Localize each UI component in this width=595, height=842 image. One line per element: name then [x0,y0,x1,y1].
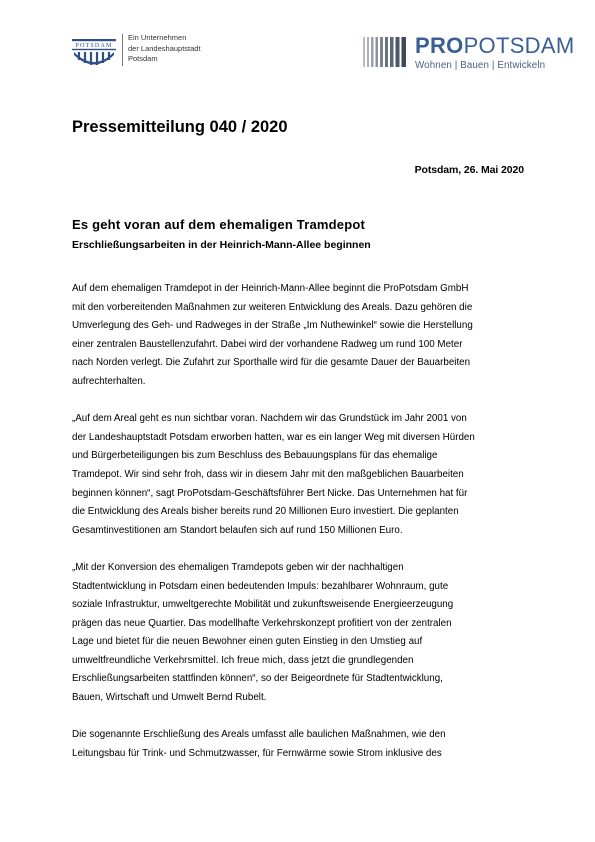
org-line: Ein Unternehmen [128,33,187,42]
potsdam-logo-text: POTSDAM [75,43,113,50]
text-line: Lage und bietet für die neuen Bewohner einen guten Einstieg in den Umstieg auf [72,636,423,648]
text-line: Bauen, Wirtschaft und Umwelt Bernd Rubelt. [72,692,267,704]
brand-wordmark [415,34,574,58]
text-line: beginnen können“, sagt ProPotsdam-Geschäftsführer Bert Nicke. Das Unternehmen hat für [72,487,468,499]
text-line: der Landeshauptstadt Potsdam erworben hatten, war es ein langer Weg mit diversen Hürden [72,431,475,443]
text-line: Leitungsbau für Trink- und Schmutzwasser, für Fernwärme sowie Strom inklusive des [72,747,442,759]
text-line: Tramdepot. Wir sind sehr froh, dass wir in diesem Jahr mit den maßgeblichen Bauarbeiten [72,468,464,480]
logo-divider [122,34,123,66]
paragraph [72,726,527,763]
text-line: mit den vorbereitenden Maßnahmen zur weiteren Entwicklung des Areals. Dazu gehören die [72,301,473,313]
text-line: Stadtentwicklung in Potsdam einen bedeutenden Impuls: bezahlbarer Wohnraum, gute [72,580,449,592]
text-line: „Mit der Konversion des ehemaligen Tramdepots geben wir der nachhaltigen [72,561,404,573]
brand-tagline: Wohnen | Bauen | Entwickeln [415,60,546,71]
text-line: Umverlegung des Geh- und Radweges in der Straße „Im Nuthewinkel“ sowie die Herstellung [72,320,473,332]
text-line: aufrechterhalten. [72,375,146,387]
paragraph [72,559,527,708]
text-line: „Auf dem Areal geht es nun sichtbar voran. Nachdem wir das Grundstück im Jahr 2001 von [72,413,467,425]
potsdam-logo [70,38,118,72]
text-line: die Entwicklung des Areals bisher bereits rund 20 Millionen Euro investiert. Die geplanten [72,506,459,518]
org-affiliation [128,33,201,65]
release-date: Potsdam, 26. Mai 2020 [414,164,524,176]
org-line: der Landeshauptstadt [128,43,201,53]
subheadline: Erschließungsarbeiten in der Heinrich-Mann-Allee beginnen [72,239,371,251]
brand-pro: PRO [415,33,464,58]
text-line: soziale Infrastruktur, umweltgerechte Mobilität und zukunftsweisende Energieerzeugung [72,599,454,611]
text-line: Auf dem ehemaligen Tramdepot in der Heinrich-Mann-Allee beginnt die ProPotsdam GmbH [72,283,469,294]
text-line: prägen das neue Quartier. Das modellhafte Verkehrskonzept profitiert von der zentralen [72,617,452,629]
brand-potsdam: POTSDAM [463,33,575,58]
org-line: Potsdam [128,54,158,63]
press-release-title: Pressemitteilung 040 / 2020 [72,118,288,136]
text-line: Erschließungsarbeiten stattfinden können“, so der Beigeordnete für Stadtentwicklung, [72,673,443,685]
text-line: Die sogenannte Erschließung des Areals umfasst alle baulichen Maßnahmen, wie den [72,729,446,741]
text-line: umweltfreundliche Verkehrsmittel. Ich freue mich, dass jetzt die grundlegenden [72,654,414,666]
propotsdam-bars-icon [363,37,411,67]
text-line: und Bürgerbeteiligungen bis zum Beschluss des Bebauungsplans für das ehemalige [72,450,438,462]
text-line: nach Norden verlegt. Die Zufahrt zur Sporthalle wird für die gesamte Dauer der Bauarbeiten [72,357,471,369]
paragraph [72,280,527,392]
text-line: einer zentralen Baustellenzufahrt. Dabei wird der vorhandene Radweg um rund 100 Meter [72,338,463,350]
body-text [72,280,527,782]
headline: Es geht voran auf dem ehemaligen Tramdepot [72,217,366,232]
paragraph [72,410,527,540]
text-line: Gesamtinvestitionen am Standort belaufen sich auf rund 150 Millionen Euro. [72,524,403,536]
